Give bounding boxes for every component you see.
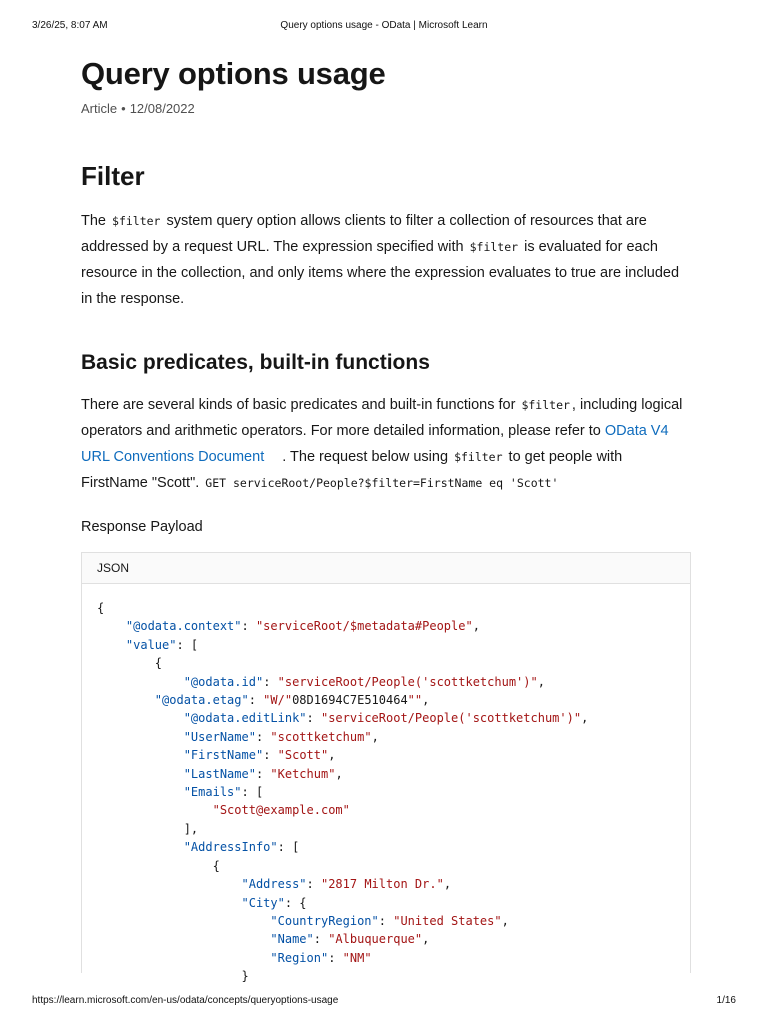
json-punctuation: :	[306, 711, 321, 726]
json-punctuation: {	[97, 601, 105, 615]
inline-code-filter: $filter	[112, 214, 161, 228]
json-string: "W/"	[263, 693, 293, 708]
json-punctuation: ,	[422, 932, 430, 947]
json-code-block	[81, 552, 691, 984]
json-string: "serviceRoot/$metadata#People"	[255, 619, 473, 634]
json-punctuation: 08D1694C7E510464	[292, 693, 408, 708]
json-string: "Ketchum"	[270, 766, 336, 781]
json-punctuation: :	[378, 913, 394, 928]
print-header	[32, 14, 736, 30]
json-punctuation: ,	[328, 748, 336, 763]
code-line	[97, 932, 429, 946]
code-line	[97, 877, 451, 891]
json-string: "Scott"	[277, 748, 329, 763]
print-page-title: Query options usage - OData | Microsoft Learn	[280, 20, 488, 31]
code-line	[97, 822, 198, 836]
json-string: "scottketchum"	[270, 729, 372, 744]
json-key: "@odata.etag"	[154, 693, 249, 708]
json-punctuation: :	[306, 877, 321, 892]
json-punctuation: :	[263, 748, 278, 763]
print-footer	[32, 995, 736, 1009]
json-punctuation: :	[248, 693, 264, 708]
json-string: "serviceRoot/People('scottketchum')"	[320, 711, 582, 726]
json-key: "LastName"	[183, 766, 256, 781]
code-line	[97, 951, 372, 965]
code-line	[97, 748, 335, 762]
json-punctuation: : {	[284, 895, 307, 910]
json-key: "value"	[125, 637, 177, 652]
json-string: "Albuquerque"	[328, 932, 423, 947]
json-punctuation: ,	[581, 711, 589, 726]
text-run: . The request below using	[278, 449, 453, 465]
json-key: "@odata.context"	[125, 619, 242, 634]
json-string: "NM"	[342, 950, 372, 965]
json-string: "serviceRoot/People('scottketchum')"	[277, 674, 538, 689]
json-punctuation: :	[255, 729, 271, 744]
link-text[interactable]: OData V4 URL Conventions Document	[81, 423, 669, 465]
filter-description	[81, 208, 693, 312]
json-punctuation: :	[328, 950, 343, 965]
code-line	[97, 914, 509, 928]
code-line	[97, 840, 299, 854]
print-url: https://learn.microsoft.com/en-us/odata/concepts/queryoptions-usage	[32, 995, 339, 1006]
text-run: There are several kinds of basic predicates and built-in functions for	[81, 397, 520, 413]
json-key: "FirstName"	[183, 748, 264, 763]
print-page-number: 1/16	[716, 995, 736, 1006]
article-content	[81, 52, 693, 984]
code-line	[97, 638, 198, 652]
json-key: "CountryRegion"	[270, 913, 379, 928]
text-run: , including logical operators and arithmetic operators. For more detailed information, please refer to	[81, 397, 683, 439]
json-key: "Emails"	[183, 785, 242, 800]
article-type: Article	[81, 101, 118, 116]
json-punctuation: ,	[422, 693, 430, 708]
json-key: "@odata.id"	[183, 674, 264, 689]
code-line	[97, 785, 263, 799]
code-line	[97, 601, 104, 615]
json-punctuation: ],	[183, 821, 199, 836]
filter-heading: Filter	[81, 161, 145, 191]
basic-predicates-heading: Basic predicates, built-in functions	[81, 351, 430, 374]
print-datetime: 3/26/25, 8:07 AM	[32, 20, 108, 31]
code-line	[97, 656, 162, 670]
json-string: "United States"	[393, 913, 502, 928]
code-language-label: JSON	[82, 553, 690, 584]
json-key: "Region"	[270, 950, 329, 965]
json-punctuation: }	[241, 969, 249, 984]
json-key: "AddressInfo"	[183, 840, 278, 855]
json-punctuation: ,	[472, 619, 480, 634]
article-date: 12/08/2022	[129, 101, 195, 116]
code-line	[97, 896, 307, 910]
json-punctuation: : [	[277, 840, 300, 855]
json-key: "Address"	[241, 877, 307, 892]
page-title: Query options usage	[81, 56, 386, 91]
json-key: "Name"	[270, 932, 314, 947]
code-line	[97, 619, 480, 633]
json-punctuation: {	[154, 656, 163, 671]
json-string: ""	[407, 693, 423, 708]
json-punctuation: ,	[335, 766, 343, 781]
response-payload-label: Response Payload	[81, 519, 203, 535]
json-punctuation: :	[313, 932, 329, 947]
meta-separator: •	[121, 101, 126, 116]
text-run: is evaluated for each resource in the collection, and only items where the expression evaluates to true are included in the response.	[81, 239, 680, 307]
json-punctuation: : [	[241, 785, 264, 800]
text-run: The	[81, 213, 111, 229]
json-key: "UserName"	[183, 729, 256, 744]
basic-predicates-description	[81, 392, 693, 496]
json-punctuation: ,	[537, 674, 545, 689]
json-punctuation: :	[255, 766, 271, 781]
code-line	[97, 969, 249, 983]
json-string: "2817 Milton Dr."	[320, 877, 444, 892]
json-code[interactable]	[82, 584, 690, 986]
code-line	[97, 859, 220, 873]
json-punctuation: : [	[176, 637, 199, 652]
json-punctuation: ,	[443, 877, 452, 892]
json-punctuation: :	[241, 619, 256, 634]
code-line	[97, 675, 545, 689]
json-punctuation: :	[263, 674, 278, 689]
text-run: to get people with FirstName "Scott".	[81, 449, 623, 491]
code-line	[97, 711, 588, 725]
json-key: "City"	[241, 895, 285, 910]
code-line	[97, 693, 429, 707]
inline-code-filter: $filter	[454, 450, 503, 464]
json-key: "@odata.editLink"	[183, 711, 307, 726]
json-punctuation: ,	[501, 913, 509, 928]
inline-code-request: GET serviceRoot/People?$filter=FirstName eq 'Scott'	[205, 476, 559, 490]
article-meta	[81, 100, 693, 118]
json-punctuation: {	[212, 858, 220, 873]
text-run: system query option allows clients to filter a collection of resources that are addressed by a request URL. The expression specified with	[81, 213, 647, 255]
inline-code-filter: $filter	[469, 240, 519, 254]
code-line	[97, 730, 379, 744]
code-line	[97, 803, 350, 817]
json-punctuation: ,	[371, 729, 379, 744]
json-string: "Scott@example.com"	[212, 803, 350, 818]
code-line	[97, 767, 343, 781]
inline-code-filter: $filter	[521, 398, 570, 412]
